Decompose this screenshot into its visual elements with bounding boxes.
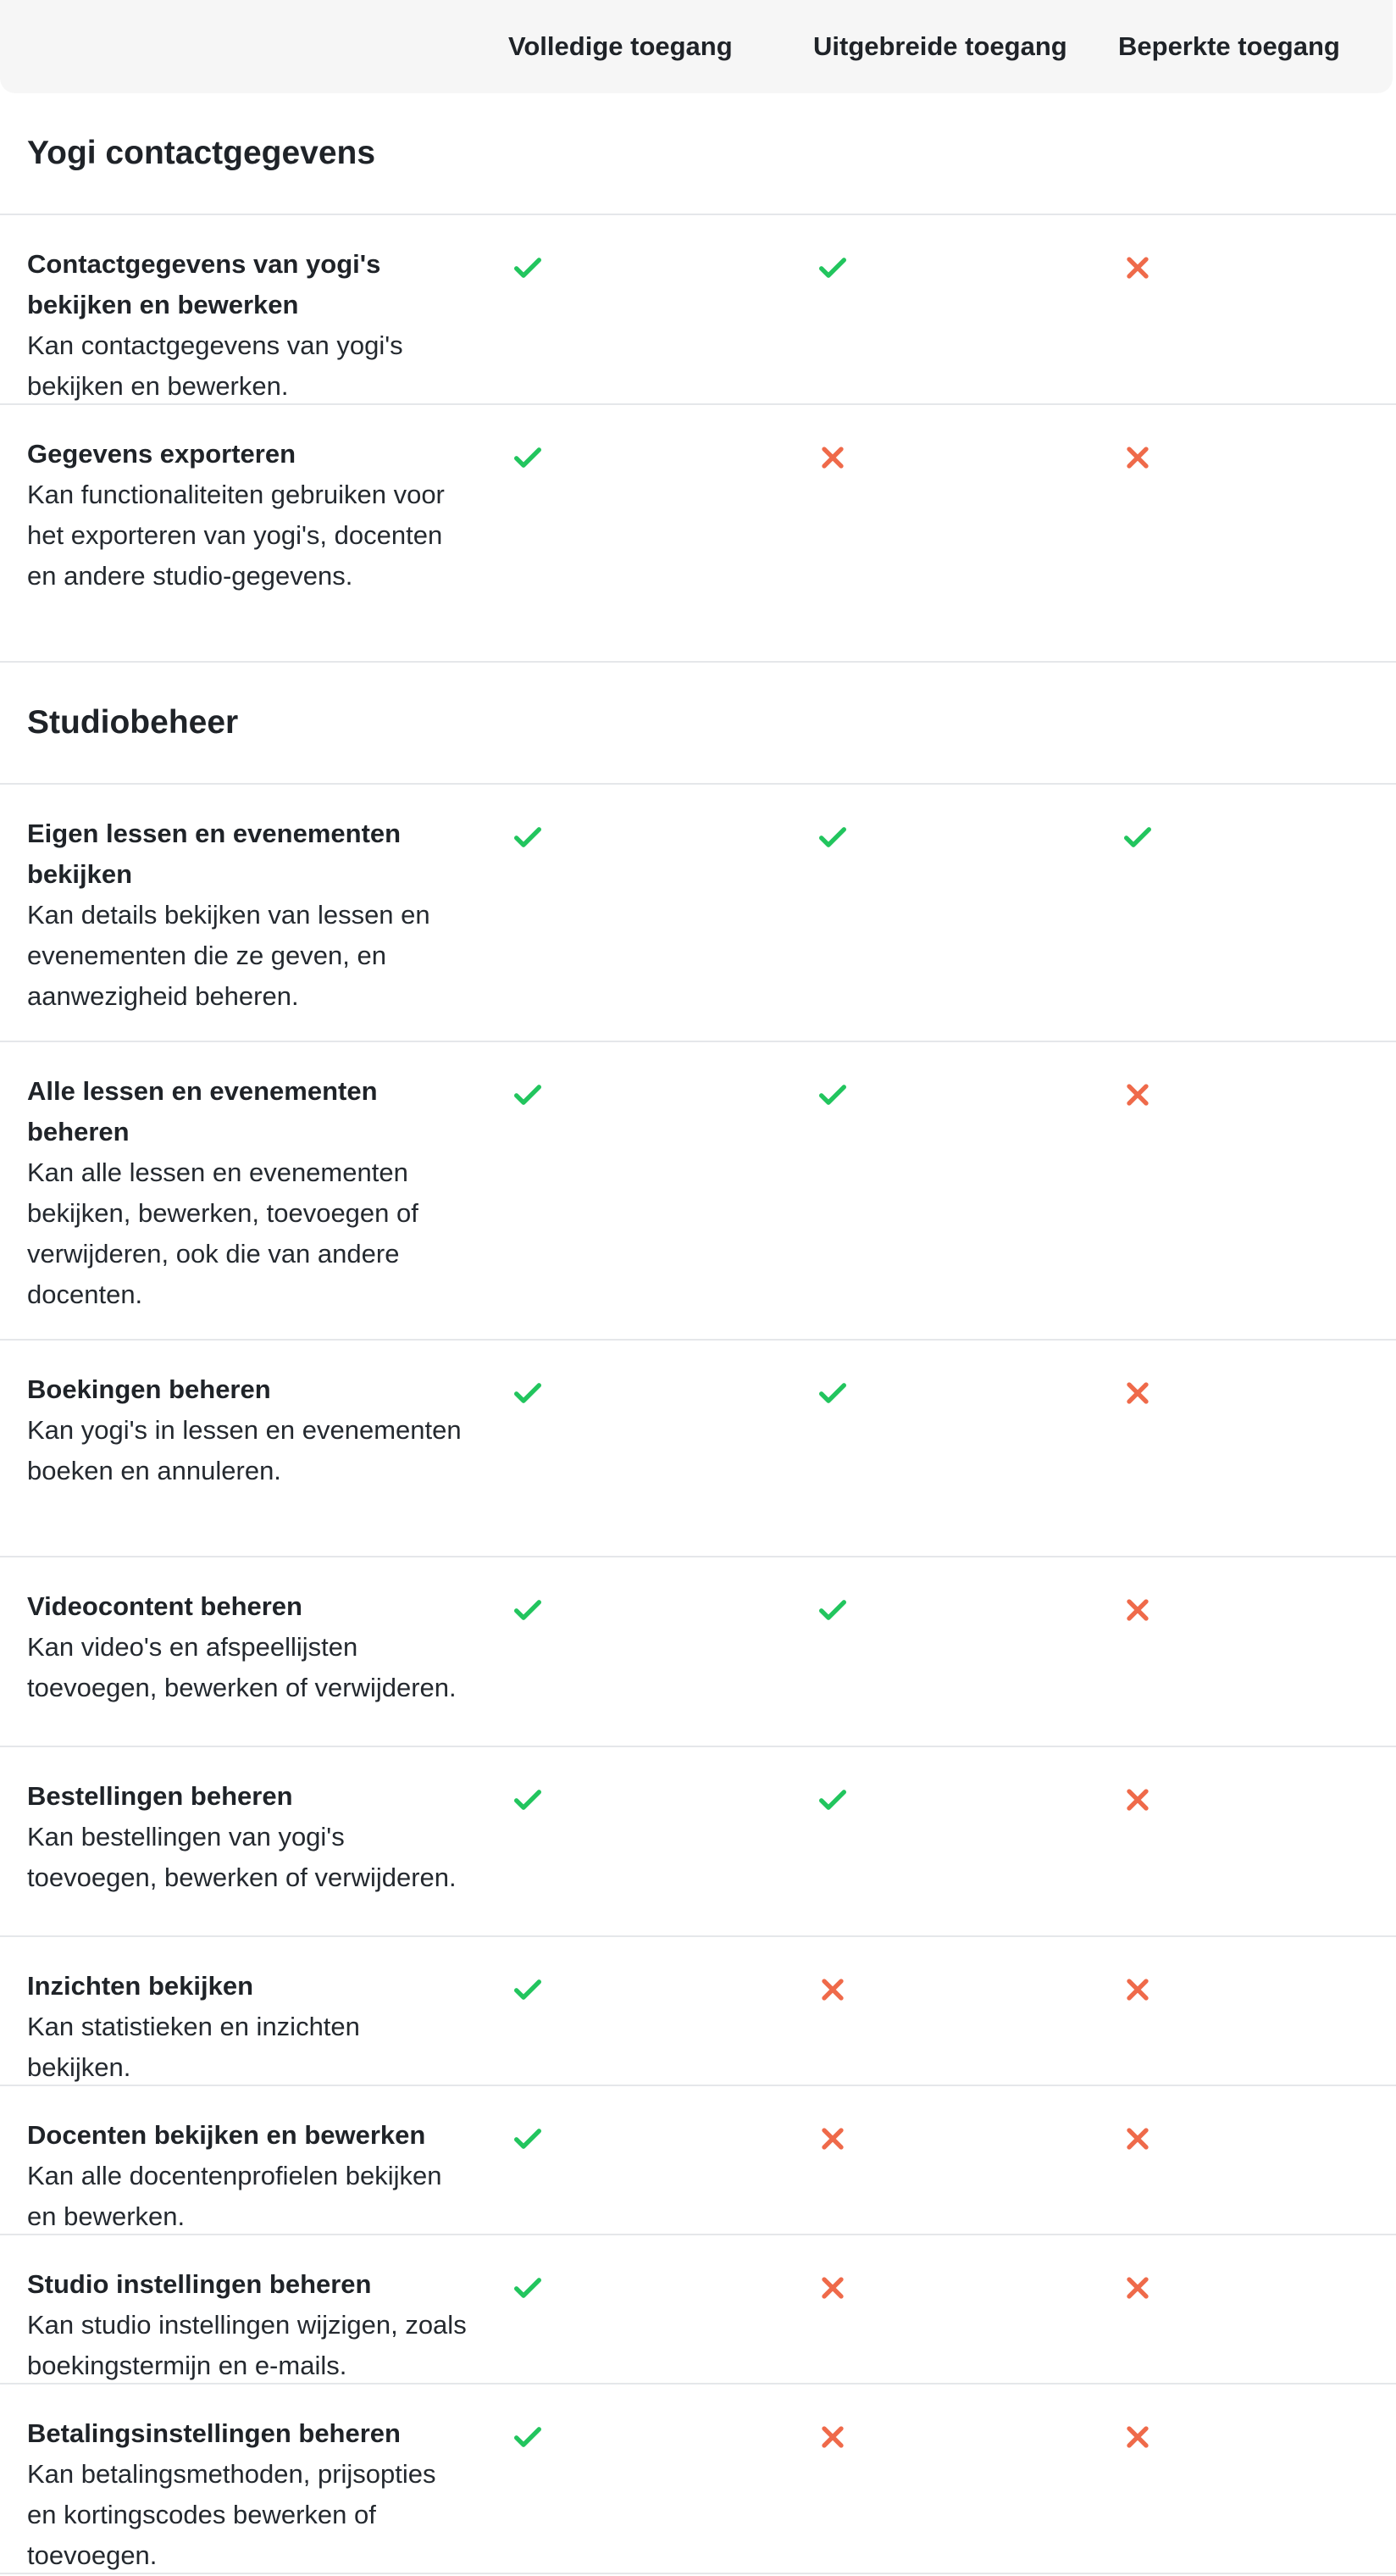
permission-title: Inzichten bekijken <box>27 1971 254 2001</box>
cross-icon <box>1121 1078 1155 1112</box>
column-header-limited-access: Beperkte toegang <box>1118 31 1340 61</box>
column-header-extended-access: Uitgebreide toegang <box>813 31 1067 61</box>
permission-description: Kan video's en afspeellijsten toevoegen, bewerken of verwijderen. <box>27 1632 457 1702</box>
permission-title: Gegevens exporteren <box>27 439 296 469</box>
cross-icon <box>1121 2420 1155 2454</box>
cross-icon <box>1121 441 1155 475</box>
permission-description: Kan betalingsmethoden, prijsopties en kortingscodes bewerken of toevoegen. <box>27 2459 436 2570</box>
cross-icon <box>1121 2271 1155 2305</box>
cross-icon <box>1121 1973 1155 2007</box>
section-title-yogi-contact: Yogi contactgegevens <box>0 93 1396 215</box>
check-icon <box>1121 820 1155 854</box>
cross-icon <box>1121 1376 1155 1410</box>
check-icon <box>816 820 850 854</box>
permission-title: Alle lessen en evenementen beheren <box>27 1076 378 1146</box>
cross-icon <box>1121 2122 1155 2156</box>
permission-row <box>0 1747 1396 1937</box>
cross-icon <box>1121 251 1155 285</box>
permission-description: Kan statistieken en inzichten bekijken. <box>27 2012 360 2082</box>
permission-row <box>0 215 1396 405</box>
cross-icon <box>1121 1593 1155 1627</box>
check-icon <box>816 1783 850 1817</box>
section-title-studio-management: Studiobeheer <box>0 663 1396 785</box>
permission-title: Eigen lessen en evenementen bekijken <box>27 819 402 889</box>
permission-title: Studio instellingen beheren <box>27 2269 372 2299</box>
check-icon <box>816 251 850 285</box>
check-icon <box>511 441 545 475</box>
check-icon <box>511 251 545 285</box>
cross-icon <box>816 441 850 475</box>
permission-row <box>0 2235 1396 2384</box>
permission-title: Videocontent beheren <box>27 1591 302 1621</box>
column-header-full-access: Volledige toegang <box>508 31 733 61</box>
permission-title: Contactgegevens van yogi's bekijken en bewerken <box>27 249 381 319</box>
permission-row <box>0 1341 1396 1557</box>
permission-description: Kan yogi's in lessen en evenementen boeken en annuleren. <box>27 1415 462 1485</box>
check-icon <box>816 1376 850 1410</box>
cross-icon <box>816 2420 850 2454</box>
permission-row <box>0 2384 1396 2574</box>
cross-icon <box>816 2271 850 2305</box>
check-icon <box>511 1973 545 2007</box>
cross-icon <box>1121 1783 1155 1817</box>
permission-description: Kan bestellingen van yogi's toevoegen, bewerken of verwijderen. <box>27 1822 457 1892</box>
permission-row <box>0 785 1396 1042</box>
table-header <box>0 0 1393 93</box>
permission-row <box>0 2086 1396 2235</box>
permission-row <box>0 1042 1396 1341</box>
permission-description: Kan functionaliteiten gebruiken voor het exporteren van yogi's, docenten en andere studio-gegevens. <box>27 480 445 591</box>
check-icon <box>511 2420 545 2454</box>
permission-description: Kan contactgegevens van yogi's bekijken en bewerken. <box>27 330 403 401</box>
check-icon <box>816 1593 850 1627</box>
check-icon <box>511 1078 545 1112</box>
permission-row <box>0 1557 1396 1747</box>
permission-title: Docenten bekijken en bewerken <box>27 2120 426 2150</box>
permission-row <box>0 405 1396 663</box>
check-icon <box>511 2271 545 2305</box>
check-icon <box>511 1376 545 1410</box>
permission-title: Boekingen beheren <box>27 1374 271 1404</box>
check-icon <box>511 2122 545 2156</box>
check-icon <box>816 1078 850 1112</box>
permission-row <box>0 1937 1396 2086</box>
check-icon <box>511 1783 545 1817</box>
check-icon <box>511 1593 545 1627</box>
cross-icon <box>816 1973 850 2007</box>
permission-description: Kan studio instellingen wijzigen, zoals boekingstermijn en e-mails. <box>27 2310 467 2380</box>
permission-title: Bestellingen beheren <box>27 1781 293 1811</box>
permission-description: Kan details bekijken van lessen en evenementen die ze geven, en aanwezigheid beheren. <box>27 900 430 1011</box>
permission-description: Kan alle lessen en evenementen bekijken, bewerken, toevoegen of verwijderen, ook die van andere docenten. <box>27 1158 418 1309</box>
permission-description: Kan alle docentenprofielen bekijken en bewerken. <box>27 2161 442 2231</box>
cross-icon <box>816 2122 850 2156</box>
permission-title: Betalingsinstellingen beheren <box>27 2418 401 2448</box>
check-icon <box>511 820 545 854</box>
